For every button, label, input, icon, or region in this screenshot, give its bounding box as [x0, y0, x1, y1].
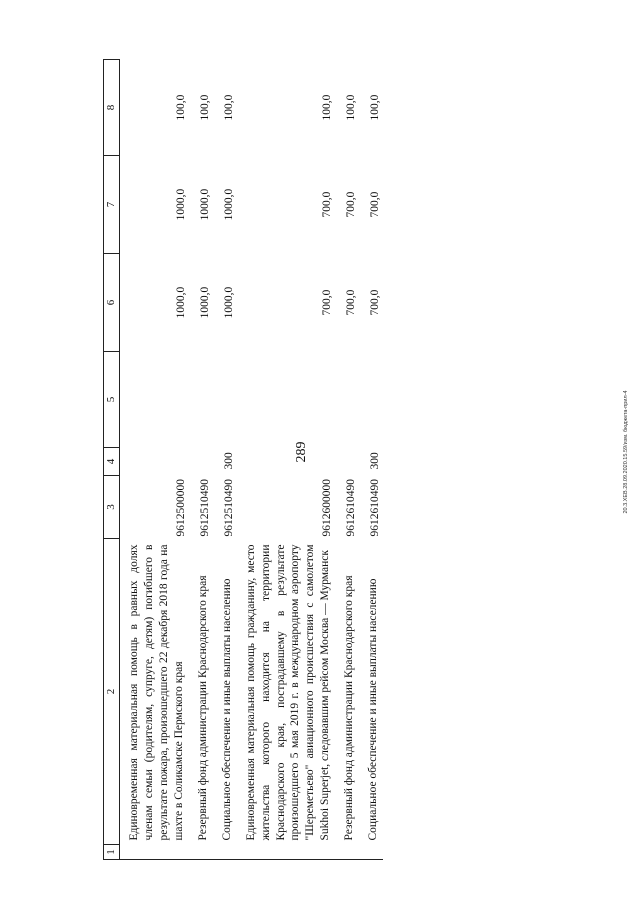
- row-col-8: 100,0: [345, 94, 358, 121]
- header-col-6: 6: [104, 254, 120, 352]
- row-name: Резервный фонд администрации Краснодарского края: [343, 575, 356, 841]
- table-row: [120, 60, 189, 860]
- row-col-5: [359, 352, 383, 448]
- row-col-5: [189, 352, 213, 448]
- row-col-5: [335, 352, 359, 448]
- header-col-3: 3: [104, 476, 120, 539]
- row-gutter: [359, 845, 383, 860]
- row-col-6: 700,0: [321, 289, 334, 316]
- row-col-5: [120, 352, 189, 448]
- row-kvr: 300: [222, 452, 235, 470]
- row-col-7: 1000,0: [222, 188, 235, 221]
- row-kvr: 300: [369, 452, 382, 470]
- row-col-6: 1000,0: [174, 286, 187, 319]
- row-gutter: [120, 845, 189, 860]
- row-kvr: [120, 448, 189, 476]
- document-reference-note: 20.3.ХЕВ.28.09.2020.15.59/изм. бюджета-прил-4: [623, 390, 629, 514]
- row-code: 9612610490: [369, 479, 382, 537]
- row-col-7: 1000,0: [174, 188, 187, 221]
- page-number: 289: [294, 441, 309, 463]
- table-row: [359, 60, 383, 860]
- row-kvr: [189, 448, 213, 476]
- row-kvr: [335, 448, 359, 476]
- row-col-8: 100,0: [321, 94, 334, 121]
- row-col-6: 700,0: [369, 289, 382, 316]
- row-gutter: [335, 845, 359, 860]
- row-name: Социальное обеспечение и иные выплаты населению: [220, 578, 233, 841]
- header-col-7: 7: [104, 156, 120, 254]
- table-row: [237, 60, 336, 860]
- row-col-6: 700,0: [345, 289, 358, 316]
- row-col-8: 100,0: [369, 94, 382, 121]
- row-name: Резервный фонд администрации Краснодарского края: [196, 575, 209, 841]
- row-col-8: 100,0: [174, 94, 187, 121]
- row-col-7: 700,0: [345, 191, 358, 218]
- row-col-5: [237, 352, 336, 448]
- row-gutter: [213, 845, 237, 860]
- row-code: 9612510490: [198, 479, 211, 537]
- row-col-7: 700,0: [321, 191, 334, 218]
- row-col-7: 1000,0: [198, 188, 211, 221]
- row-gutter: [237, 845, 336, 860]
- row-name: Социальное обеспечение и иные выплаты населению: [367, 578, 380, 841]
- header-col-2: 2: [104, 539, 120, 845]
- row-code: 9612600000: [321, 479, 334, 537]
- header-col-1: 1: [104, 845, 120, 860]
- table-row: [189, 60, 213, 860]
- row-col-5: [213, 352, 237, 448]
- header-col-4: 4: [104, 448, 120, 476]
- row-col-8: 100,0: [198, 94, 211, 121]
- row-col-6: 1000,0: [222, 286, 235, 319]
- row-code: 9612610490: [345, 479, 358, 537]
- row-col-7: 700,0: [369, 191, 382, 218]
- row-gutter: [189, 845, 213, 860]
- table-row: [335, 60, 359, 860]
- row-name: Единовременная материальная помощь в равных долях членам семьи (родителям, супруге, детям) погибшего в результате пожара, произошедшего 22 декабря 2018 года на шахте в Соликамске Пермского края: [128, 544, 185, 841]
- header-row: [104, 60, 120, 860]
- row-col-8: 100,0: [222, 94, 235, 121]
- header-col-5: 5: [104, 352, 120, 448]
- row-code: 9612510490: [222, 479, 235, 537]
- budget-table: [103, 59, 383, 860]
- table-row: [213, 60, 237, 860]
- row-name: Единовременная материальная помощь гражданину, место жительства которого находится на территории Краснодарского края, пострадавшему в результате произошедшего 5 мая 2019 г. в международном аэропорту "Шереметьево" авиационного происшествия с самолетом Sukhoi Superjet, следовавшим рейсом Москва — Мурманск: [244, 544, 332, 841]
- row-code: 9612500000: [174, 479, 187, 537]
- header-col-8: 8: [104, 60, 120, 156]
- budget-table-container: [103, 60, 563, 860]
- row-kvr: [237, 448, 336, 476]
- row-col-6: 1000,0: [198, 286, 211, 319]
